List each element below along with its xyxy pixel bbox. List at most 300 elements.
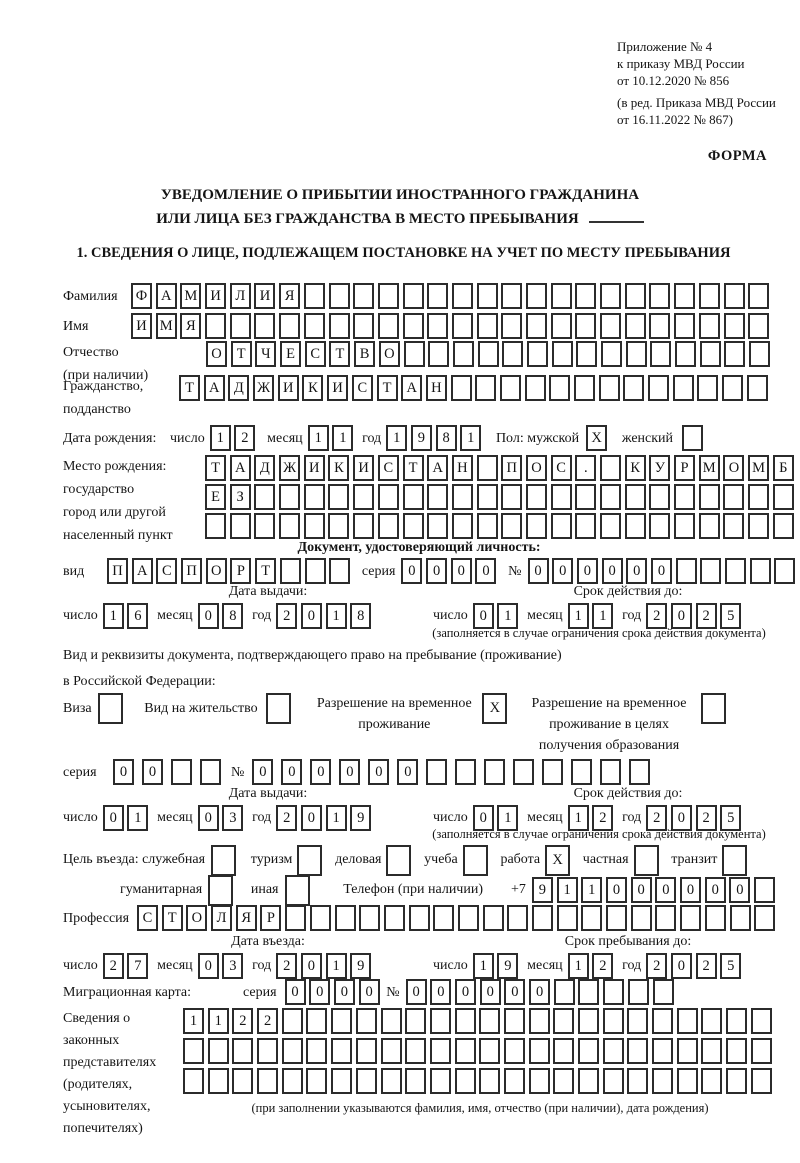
form-cell[interactable]: О [526, 455, 547, 481]
form-cell[interactable] [405, 1068, 426, 1094]
form-cell[interactable]: 2 [592, 953, 613, 979]
form-cell[interactable]: 0 [528, 558, 549, 584]
form-cell[interactable] [502, 341, 523, 367]
form-cell[interactable]: 0 [359, 979, 380, 1005]
form-cell[interactable]: 1 [568, 953, 589, 979]
form-cell[interactable]: К [625, 455, 646, 481]
form-cell[interactable] [578, 1068, 599, 1094]
form-cell[interactable]: 1 [326, 805, 347, 831]
form-cell[interactable]: П [181, 558, 202, 584]
form-cell[interactable]: Е [205, 484, 226, 510]
form-cell[interactable] [627, 1038, 648, 1064]
form-cell[interactable] [677, 1068, 698, 1094]
form-cell[interactable] [575, 313, 596, 339]
form-cell[interactable] [404, 341, 425, 367]
form-cell[interactable] [501, 283, 522, 309]
form-cell[interactable] [403, 313, 424, 339]
form-cell[interactable] [405, 1008, 426, 1034]
form-cell[interactable]: И [278, 375, 299, 401]
form-cell[interactable] [430, 1068, 451, 1094]
form-cell[interactable]: 2 [234, 425, 255, 451]
form-cell[interactable]: 1 [210, 425, 231, 451]
form-cell[interactable] [403, 513, 424, 539]
form-cell[interactable] [627, 1008, 648, 1034]
form-cell[interactable] [571, 759, 592, 785]
form-cell[interactable] [331, 1008, 352, 1034]
form-cell[interactable] [529, 1038, 550, 1064]
form-cell[interactable] [171, 759, 192, 785]
form-cell[interactable] [328, 484, 349, 510]
form-cell[interactable]: 0 [397, 759, 418, 785]
form-cell[interactable] [504, 1008, 525, 1034]
form-cell[interactable] [575, 484, 596, 510]
form-cell[interactable]: 1 [127, 805, 148, 831]
form-cell[interactable]: 0 [671, 603, 692, 629]
form-cell[interactable]: Н [426, 375, 447, 401]
form-cell[interactable] [453, 341, 474, 367]
form-cell[interactable] [405, 1038, 426, 1064]
form-cell[interactable] [484, 759, 505, 785]
form-cell[interactable] [458, 905, 479, 931]
form-cell[interactable] [553, 1068, 574, 1094]
form-cell[interactable] [356, 1008, 377, 1034]
form-cell[interactable] [603, 1038, 624, 1064]
form-cell[interactable] [304, 484, 325, 510]
form-cell[interactable] [477, 283, 498, 309]
form-cell[interactable] [634, 845, 659, 876]
form-cell[interactable]: 0 [729, 877, 750, 903]
form-cell[interactable] [625, 513, 646, 539]
form-cell[interactable] [554, 979, 575, 1005]
form-cell[interactable] [724, 341, 745, 367]
form-cell[interactable] [581, 905, 602, 931]
form-cell[interactable] [674, 513, 695, 539]
form-cell[interactable]: 0 [142, 759, 163, 785]
form-cell[interactable]: 2 [646, 953, 667, 979]
form-cell[interactable]: А [132, 558, 153, 584]
form-cell[interactable]: 0 [671, 953, 692, 979]
form-cell[interactable]: 0 [473, 603, 494, 629]
form-cell[interactable] [285, 905, 306, 931]
form-cell[interactable]: 5 [720, 603, 741, 629]
form-cell[interactable]: Т [255, 558, 276, 584]
form-cell[interactable]: 1 [308, 425, 329, 451]
form-cell[interactable]: 2 [646, 603, 667, 629]
form-cell[interactable] [427, 513, 448, 539]
form-cell[interactable] [750, 558, 771, 584]
form-cell[interactable] [603, 1008, 624, 1034]
form-cell[interactable]: А [156, 283, 177, 309]
form-cell[interactable] [452, 313, 473, 339]
form-cell[interactable]: 0 [606, 877, 627, 903]
form-cell[interactable] [553, 1038, 574, 1064]
form-cell[interactable] [305, 558, 326, 584]
form-cell[interactable] [254, 313, 275, 339]
form-cell[interactable] [606, 905, 627, 931]
form-cell[interactable]: 0 [529, 979, 550, 1005]
form-cell[interactable] [507, 905, 528, 931]
form-cell[interactable]: 0 [310, 759, 331, 785]
form-cell[interactable] [428, 341, 449, 367]
form-cell[interactable] [674, 313, 695, 339]
form-cell[interactable]: 0 [504, 979, 525, 1005]
form-cell[interactable]: 1 [183, 1008, 204, 1034]
form-cell[interactable] [578, 1038, 599, 1064]
form-cell[interactable] [297, 845, 322, 876]
form-cell[interactable]: О [723, 455, 744, 481]
form-cell[interactable]: О [186, 905, 207, 931]
form-cell[interactable] [748, 313, 769, 339]
form-cell[interactable] [673, 375, 694, 401]
form-cell[interactable] [676, 558, 697, 584]
form-cell[interactable] [430, 1008, 451, 1034]
form-cell[interactable] [650, 341, 671, 367]
form-cell[interactable] [677, 1038, 698, 1064]
form-cell[interactable]: И [254, 283, 275, 309]
form-cell[interactable] [682, 425, 703, 451]
form-cell[interactable]: П [107, 558, 128, 584]
form-cell[interactable] [529, 1008, 550, 1034]
form-cell[interactable]: Ж [253, 375, 274, 401]
form-cell[interactable]: С [156, 558, 177, 584]
form-cell[interactable]: К [328, 455, 349, 481]
form-cell[interactable] [700, 341, 721, 367]
form-cell[interactable] [230, 313, 251, 339]
form-cell[interactable] [381, 1008, 402, 1034]
form-cell[interactable] [705, 905, 726, 931]
form-cell[interactable]: А [230, 455, 251, 481]
form-cell[interactable] [378, 484, 399, 510]
form-cell[interactable]: З [230, 484, 251, 510]
form-cell[interactable] [680, 905, 701, 931]
form-cell[interactable]: И [131, 313, 152, 339]
form-cell[interactable]: Р [230, 558, 251, 584]
form-cell[interactable] [329, 283, 350, 309]
form-cell[interactable]: М [156, 313, 177, 339]
form-cell[interactable]: Ф [131, 283, 152, 309]
form-cell[interactable] [751, 1038, 772, 1064]
form-cell[interactable] [722, 845, 747, 876]
form-cell[interactable]: Я [236, 905, 257, 931]
form-cell[interactable]: 0 [103, 805, 124, 831]
form-cell[interactable]: 0 [430, 979, 451, 1005]
form-cell[interactable] [329, 313, 350, 339]
form-cell[interactable] [652, 1038, 673, 1064]
form-cell[interactable] [304, 513, 325, 539]
form-cell[interactable] [701, 693, 726, 724]
form-cell[interactable] [331, 1068, 352, 1094]
form-cell[interactable]: Я [279, 283, 300, 309]
form-cell[interactable] [649, 313, 670, 339]
form-cell[interactable] [549, 375, 570, 401]
form-cell[interactable] [452, 513, 473, 539]
form-cell[interactable] [655, 905, 676, 931]
form-cell[interactable] [403, 484, 424, 510]
form-cell[interactable]: У [649, 455, 670, 481]
form-cell[interactable] [625, 313, 646, 339]
form-cell[interactable]: 8 [222, 603, 243, 629]
form-cell[interactable] [724, 283, 745, 309]
form-cell[interactable] [479, 1038, 500, 1064]
form-cell[interactable] [280, 558, 301, 584]
form-cell[interactable] [754, 905, 775, 931]
form-cell[interactable] [748, 513, 769, 539]
form-cell[interactable] [653, 979, 674, 1005]
form-cell[interactable]: 0 [631, 877, 652, 903]
form-cell[interactable]: Л [230, 283, 251, 309]
form-cell[interactable]: И [304, 455, 325, 481]
form-cell[interactable] [603, 979, 624, 1005]
form-cell[interactable]: 0 [426, 558, 447, 584]
form-cell[interactable] [652, 1008, 673, 1034]
form-cell[interactable] [257, 1068, 278, 1094]
form-cell[interactable] [625, 484, 646, 510]
form-cell[interactable] [600, 283, 621, 309]
form-cell[interactable] [98, 693, 123, 724]
form-cell[interactable]: 3 [222, 953, 243, 979]
form-cell[interactable]: 0 [301, 603, 322, 629]
form-cell[interactable]: А [204, 375, 225, 401]
form-cell[interactable] [386, 845, 411, 876]
form-cell[interactable]: 1 [581, 877, 602, 903]
form-cell[interactable]: 0 [252, 759, 273, 785]
form-cell[interactable]: Р [260, 905, 281, 931]
form-cell[interactable] [427, 283, 448, 309]
form-cell[interactable] [304, 313, 325, 339]
form-cell[interactable] [576, 341, 597, 367]
form-cell[interactable] [600, 513, 621, 539]
form-cell[interactable] [529, 1068, 550, 1094]
form-cell[interactable] [675, 341, 696, 367]
form-cell[interactable] [479, 1068, 500, 1094]
form-cell[interactable]: 0 [301, 805, 322, 831]
form-cell[interactable] [479, 1008, 500, 1034]
form-cell[interactable] [601, 341, 622, 367]
form-cell[interactable] [306, 1008, 327, 1034]
form-cell[interactable] [504, 1068, 525, 1094]
form-cell[interactable]: Т [329, 341, 350, 367]
form-cell[interactable] [699, 313, 720, 339]
form-cell[interactable] [483, 905, 504, 931]
form-cell[interactable] [631, 905, 652, 931]
form-cell[interactable] [232, 1038, 253, 1064]
form-cell[interactable] [526, 283, 547, 309]
form-cell[interactable] [552, 341, 573, 367]
form-cell[interactable] [628, 979, 649, 1005]
form-cell[interactable]: 0 [680, 877, 701, 903]
form-cell[interactable] [527, 341, 548, 367]
form-cell[interactable]: 1 [326, 603, 347, 629]
form-cell[interactable] [526, 484, 547, 510]
form-cell[interactable]: 0 [339, 759, 360, 785]
form-cell[interactable]: 0 [651, 558, 672, 584]
form-cell[interactable] [208, 1068, 229, 1094]
form-cell[interactable] [403, 283, 424, 309]
form-cell[interactable]: 0 [451, 558, 472, 584]
form-cell[interactable] [183, 1068, 204, 1094]
form-cell[interactable]: 0 [368, 759, 389, 785]
form-cell[interactable]: Р [674, 455, 695, 481]
form-cell[interactable] [205, 313, 226, 339]
form-cell[interactable] [600, 455, 621, 481]
form-cell[interactable] [455, 1008, 476, 1034]
form-cell[interactable]: 1 [592, 603, 613, 629]
form-cell[interactable] [205, 513, 226, 539]
form-cell[interactable] [183, 1038, 204, 1064]
form-cell[interactable] [575, 283, 596, 309]
form-cell[interactable] [501, 513, 522, 539]
form-cell[interactable] [747, 375, 768, 401]
form-cell[interactable] [526, 313, 547, 339]
form-cell[interactable] [359, 905, 380, 931]
form-cell[interactable] [304, 283, 325, 309]
form-cell[interactable] [455, 1038, 476, 1064]
form-cell[interactable] [532, 905, 553, 931]
form-cell[interactable] [353, 283, 374, 309]
form-cell[interactable] [774, 558, 795, 584]
form-cell[interactable]: 0 [198, 603, 219, 629]
form-cell[interactable] [600, 313, 621, 339]
form-cell[interactable] [603, 1068, 624, 1094]
form-cell[interactable]: 8 [436, 425, 457, 451]
form-cell[interactable]: Т [377, 375, 398, 401]
form-cell[interactable]: 1 [460, 425, 481, 451]
form-cell[interactable] [306, 1038, 327, 1064]
form-cell[interactable] [254, 484, 275, 510]
form-cell[interactable] [477, 313, 498, 339]
form-cell[interactable]: Е [280, 341, 301, 367]
form-cell[interactable] [701, 1038, 722, 1064]
form-cell[interactable] [626, 341, 647, 367]
form-cell[interactable]: Т [403, 455, 424, 481]
form-cell[interactable] [699, 283, 720, 309]
form-cell[interactable]: 1 [568, 805, 589, 831]
form-cell[interactable] [749, 341, 770, 367]
form-cell[interactable] [674, 283, 695, 309]
form-cell[interactable] [700, 558, 721, 584]
form-cell[interactable]: 0 [455, 979, 476, 1005]
form-cell[interactable]: 0 [480, 979, 501, 1005]
form-cell[interactable] [751, 1068, 772, 1094]
form-cell[interactable] [723, 513, 744, 539]
form-cell[interactable] [648, 375, 669, 401]
form-cell[interactable]: 9 [350, 805, 371, 831]
form-cell[interactable] [232, 1068, 253, 1094]
form-cell[interactable] [504, 1038, 525, 1064]
form-cell[interactable]: 1 [332, 425, 353, 451]
form-cell[interactable] [478, 341, 499, 367]
form-cell[interactable]: С [137, 905, 158, 931]
form-cell[interactable]: 5 [720, 805, 741, 831]
form-cell[interactable] [257, 1038, 278, 1064]
form-cell[interactable] [748, 283, 769, 309]
form-cell[interactable]: X [545, 845, 570, 876]
form-cell[interactable]: М [748, 455, 769, 481]
form-cell[interactable] [329, 558, 350, 584]
form-cell[interactable]: 9 [532, 877, 553, 903]
form-cell[interactable] [599, 375, 620, 401]
form-cell[interactable]: 2 [696, 603, 717, 629]
form-cell[interactable]: 2 [103, 953, 124, 979]
form-cell[interactable]: И [327, 375, 348, 401]
form-cell[interactable]: 2 [276, 953, 297, 979]
form-cell[interactable] [208, 875, 233, 906]
form-cell[interactable] [629, 759, 650, 785]
form-cell[interactable]: Л [211, 905, 232, 931]
form-cell[interactable]: С [551, 455, 572, 481]
form-cell[interactable]: П [501, 455, 522, 481]
form-cell[interactable] [526, 513, 547, 539]
form-cell[interactable]: 0 [473, 805, 494, 831]
form-cell[interactable]: К [302, 375, 323, 401]
form-cell[interactable] [335, 905, 356, 931]
form-cell[interactable] [730, 905, 751, 931]
form-cell[interactable] [353, 513, 374, 539]
form-cell[interactable] [328, 513, 349, 539]
form-cell[interactable]: 0 [309, 979, 330, 1005]
form-cell[interactable]: О [379, 341, 400, 367]
form-cell[interactable] [574, 375, 595, 401]
form-cell[interactable] [378, 283, 399, 309]
form-cell[interactable] [748, 484, 769, 510]
form-cell[interactable]: 9 [350, 953, 371, 979]
form-cell[interactable] [773, 513, 794, 539]
form-cell[interactable]: А [401, 375, 422, 401]
form-cell[interactable]: А [427, 455, 448, 481]
form-cell[interactable] [551, 283, 572, 309]
form-cell[interactable] [754, 877, 775, 903]
form-cell[interactable]: 0 [671, 805, 692, 831]
form-cell[interactable] [381, 1038, 402, 1064]
form-cell[interactable] [200, 759, 221, 785]
form-cell[interactable]: 1 [473, 953, 494, 979]
form-cell[interactable]: Т [231, 341, 252, 367]
form-cell[interactable]: Ж [279, 455, 300, 481]
form-cell[interactable] [674, 484, 695, 510]
form-cell[interactable]: 2 [257, 1008, 278, 1034]
form-cell[interactable]: Н [452, 455, 473, 481]
form-cell[interactable]: 1 [103, 603, 124, 629]
form-cell[interactable] [726, 1068, 747, 1094]
form-cell[interactable] [477, 484, 498, 510]
form-cell[interactable] [426, 759, 447, 785]
form-cell[interactable] [208, 1038, 229, 1064]
form-cell[interactable] [477, 513, 498, 539]
form-cell[interactable] [477, 455, 498, 481]
form-cell[interactable]: 2 [276, 805, 297, 831]
form-cell[interactable] [452, 283, 473, 309]
form-cell[interactable] [266, 693, 291, 724]
form-cell[interactable]: И [353, 455, 374, 481]
form-cell[interactable] [723, 484, 744, 510]
form-cell[interactable]: 0 [406, 979, 427, 1005]
form-cell[interactable] [211, 845, 236, 876]
form-cell[interactable]: С [305, 341, 326, 367]
form-cell[interactable] [701, 1068, 722, 1094]
form-cell[interactable] [285, 875, 310, 906]
form-cell[interactable] [773, 484, 794, 510]
form-cell[interactable] [677, 1008, 698, 1034]
form-cell[interactable]: 2 [696, 953, 717, 979]
form-cell[interactable] [697, 375, 718, 401]
form-cell[interactable]: X [482, 693, 507, 724]
form-cell[interactable] [353, 313, 374, 339]
form-cell[interactable] [282, 1038, 303, 1064]
form-cell[interactable] [578, 979, 599, 1005]
form-cell[interactable]: 0 [198, 953, 219, 979]
form-cell[interactable] [452, 484, 473, 510]
form-cell[interactable] [652, 1068, 673, 1094]
